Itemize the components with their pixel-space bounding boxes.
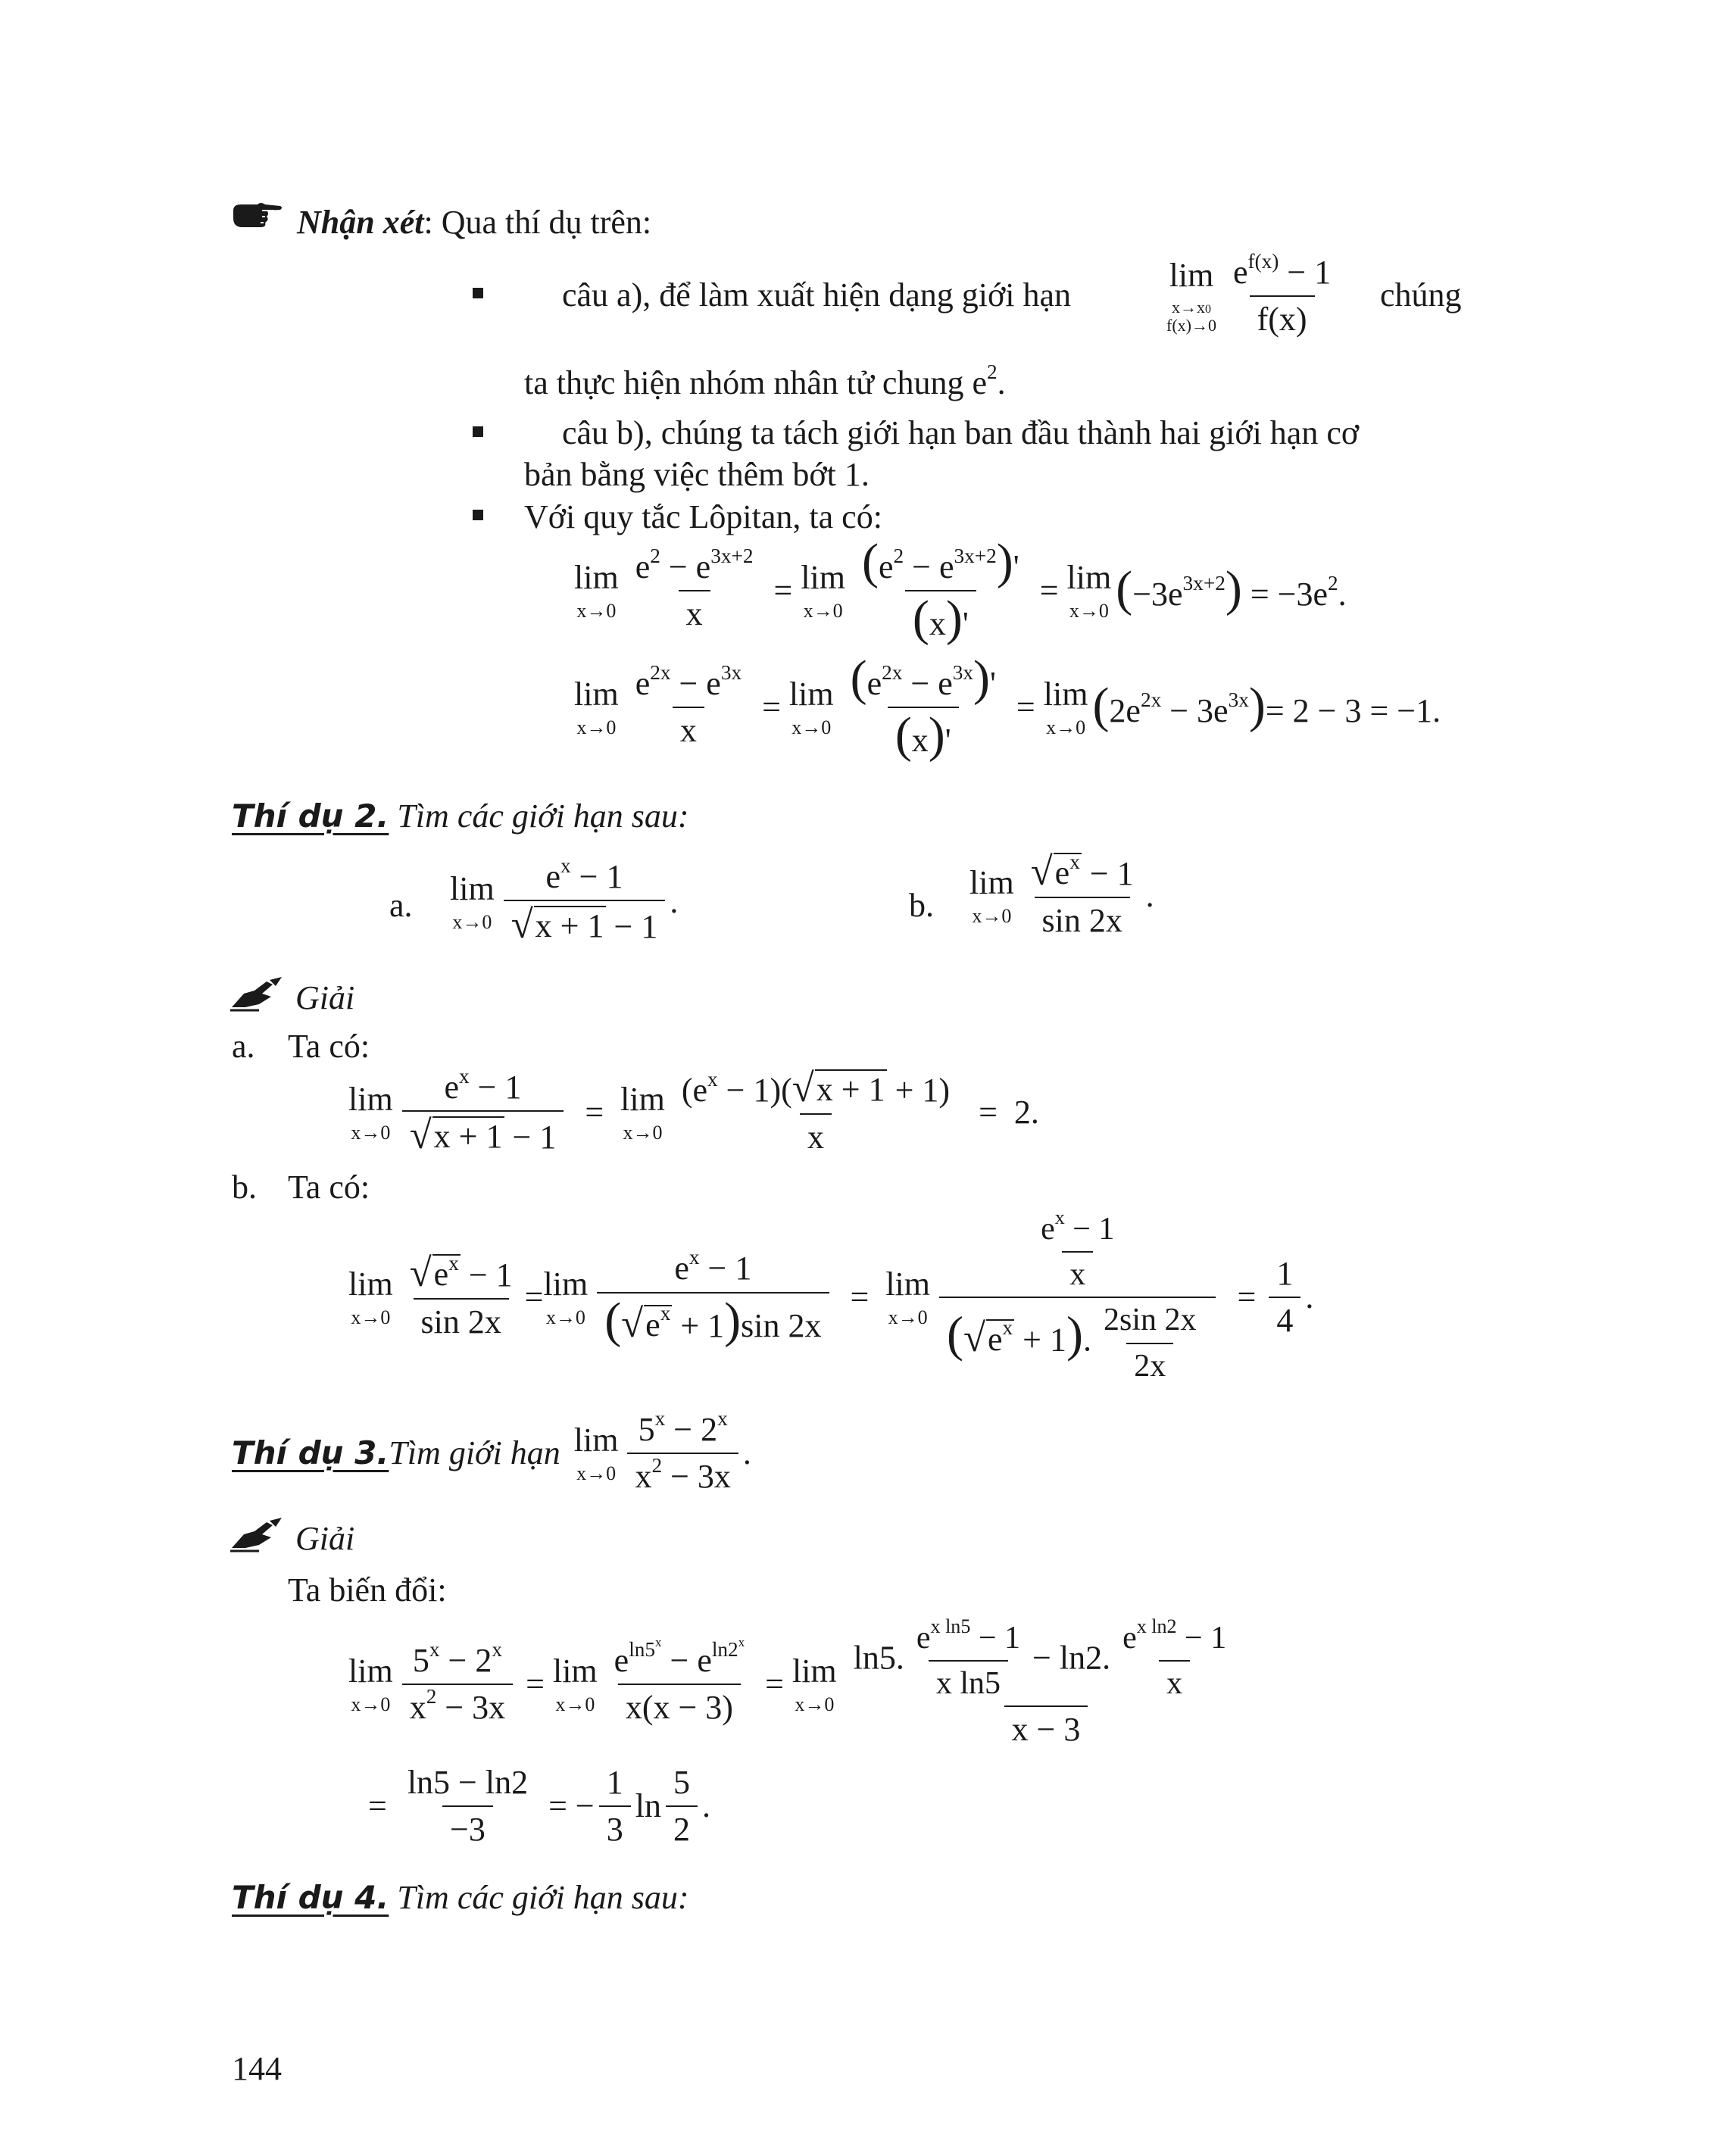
square-bullet-icon: [473, 288, 483, 298]
solution-2a-intro: Ta có:: [288, 1028, 370, 1065]
solution-2a-label: a.: [232, 1028, 255, 1065]
bullet-1-text: câu a), để làm xuất hiện dạng giới hạn: [562, 276, 1072, 314]
example-4-heading: Thí dụ 4.: [232, 1879, 389, 1916]
solution-2b-label: b.: [232, 1169, 257, 1206]
limit-operator: lim x→x0 f(x)→0: [1166, 256, 1216, 335]
bullet-2-line-2: bản bằng việc thêm bớt 1.: [524, 456, 870, 493]
lhopital-equation-2: lim x→0 $\frac{e^{2x} - e^{3x}}{x}$ = lim x→0 $\frac{(e^{2x} - e^{3x})'}{(x)'}$ = lim x→0 $(2e^{2x} - 3e^{3x})= 2 - 3 = -1$.: [574, 651, 1441, 763]
example-2-a-label: a.: [389, 887, 413, 924]
bullet-1-after: chúng: [1380, 276, 1462, 314]
solution-3-label: Giải: [295, 1520, 355, 1557]
bullet-1-continuation: ta thực hiện nhóm nhân tử chung $e^2$.: [524, 360, 1006, 401]
remark-intro: : Qua thí dụ trên:: [423, 204, 652, 241]
remark-label: Nhận xét: [297, 204, 424, 241]
bullet-3-text: Với quy tắc Lôpitan, ta có:: [524, 498, 882, 535]
example-4-title: [232, 1878, 689, 1918]
solution-2-label: Giải: [295, 979, 355, 1016]
example-3-task: Tìm giới hạn: [389, 1434, 560, 1471]
example-3-title: Thí dụ 3. Tìm giới hạn lim x→0 $\frac{5^x - 2^x}{x^2 - 3x}$ .: [232, 1406, 751, 1496]
square-bullet-icon: [473, 426, 483, 437]
example-2-b-expression: lim x→0 √ $e^x$ − 1 sin 2x .: [969, 850, 1154, 940]
example-4-task: Tìm các giới hạn sau:: [389, 1879, 689, 1916]
example-2-task: Tìm các giới hạn sau:: [389, 797, 689, 835]
remark-line: [297, 203, 651, 243]
solution-2b-equation: lim x→0 √ $e^x$ − 1 sin 2x = lim x→0 $e^x - 1$ ( √ $e^x$ + 1)sin 2x = lim x→0 $\frac{e^x - 1}{x}$ ( √ $e^x$ + 1). $\frac{2\sin 2x}{2x}$ = $\frac{1}{4}$ .: [348, 1206, 1314, 1384]
solution-2a-result: 2.: [1013, 1093, 1039, 1131]
bullet-2-line-1: câu b), chúng ta tách giới hạn ban đầu thành hai giới hạn cơ: [562, 414, 1360, 451]
solution-3-final: = $\frac{\ln 5 - \ln 2}{-3}$ = − $\frac{1}{3}$ ln $\frac{5}{2}$ .: [368, 1764, 710, 1849]
bullet-1-limit: [1166, 249, 1343, 339]
example-2-a-expression: lim x→0 $e^x - 1$ √ x + 1 − 1 .: [450, 853, 679, 947]
fraction: $\frac{e^{f(x)} - 1}{f(x)}$: [1232, 249, 1332, 339]
pointing-hand-icon: [232, 200, 283, 230]
example-3-heading: Thí dụ 3.: [232, 1434, 389, 1472]
square-bullet-icon: [473, 510, 483, 520]
example-2-b-label: b.: [909, 887, 934, 924]
lhopital-equation-1: lim x→0 $\frac{e^2 - e^{3x+2}}{x}$ = lim x→0 $\frac{(e^2 - e^{3x+2})'}{(x)'}$ = lim x→0 $(-3e^{3x+2}) = -3e^2$.: [574, 534, 1347, 647]
example-2-heading: Thí dụ 2.: [232, 797, 389, 835]
writing-hand-icon: [229, 977, 283, 1012]
solution-3-equation: lim x→0 $\frac{5^x - 2^x}{x^2 - 3x}$ = lim x→0 $\frac{e^{ln5^x} - e^{ln2^x}}{x(x - 3)}$ = lim x→0 ln5. $\frac{e^{x ln5} - 1}{\text{x ln5}}$ − ln2. $\frac{e^{x ln2} - 1}{x}$ x − 3: [348, 1615, 1227, 1749]
page-number: 144: [232, 2050, 282, 2087]
solution-3-intro: Ta biến đổi:: [288, 1571, 447, 1609]
solution-2b-intro: Ta có:: [288, 1169, 370, 1206]
example-2-title: [232, 797, 689, 837]
solution-2a-equation: lim x→0 $e^x - 1$ √ x + 1 − 1 = lim x→0 $(e^x - 1)$( √ x + 1 + 1) x = 2.: [348, 1064, 1039, 1158]
writing-hand-icon: [229, 1518, 283, 1553]
